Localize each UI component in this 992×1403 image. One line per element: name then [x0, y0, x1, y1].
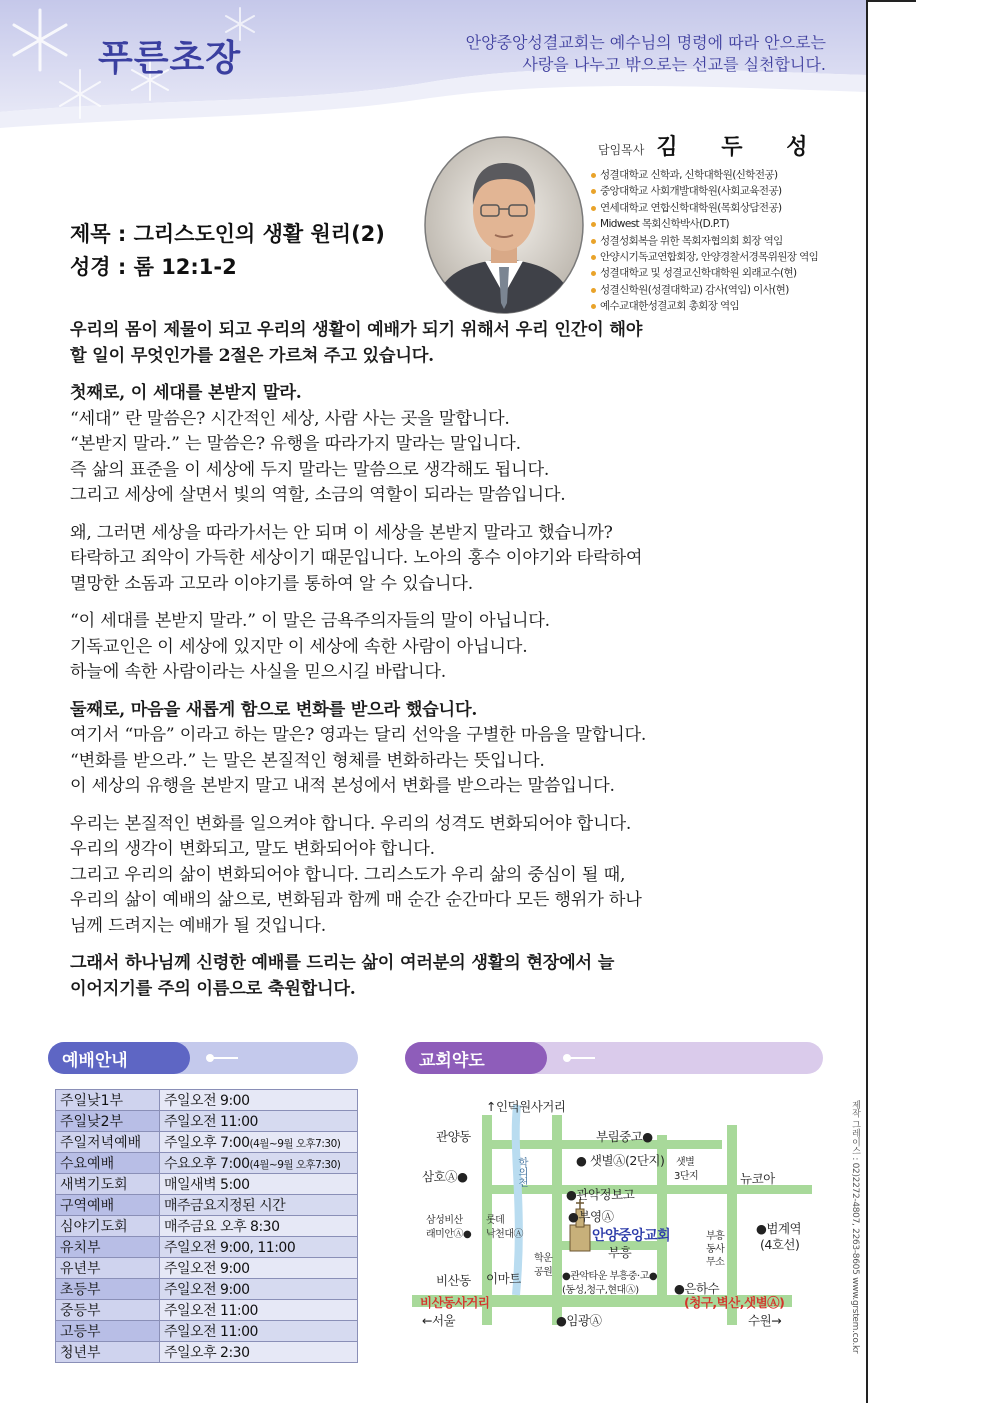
pastor-role: 담임목사 [598, 143, 645, 157]
time-text: 주일오후 7:00 [164, 1135, 250, 1151]
text-line: “세대” 란 말씀은? 시간적인 세상, 사람 사는 곳을 말합니다. [70, 408, 510, 429]
text-line: 여기서 “마음” 이라고 하는 말은? 영과는 달리 선악을 구별한 마음을 말합니다. [70, 725, 647, 745]
text-line: 이어지기를 주의 이름으로 축원합니다. [70, 978, 356, 999]
second-point-heading: 둘째로, 마음을 새롭게 함으로 변화를 받으라 했습니다. [70, 699, 478, 720]
career-item: 성결성회복을 위한 목회자협의회 회장 역임 [590, 233, 860, 249]
sermon-heading [70, 218, 385, 284]
time-text: 주일오전 9:00 [164, 1261, 250, 1277]
time-text: 주일오전 11:00 [164, 1324, 258, 1340]
service-name: 구역예배 [56, 1195, 160, 1216]
paragraph [70, 812, 800, 940]
map-label: ●범계역 [756, 1221, 802, 1236]
tab-line-icon [567, 1057, 595, 1059]
pastor-heading [598, 130, 860, 161]
table-row [56, 1237, 358, 1258]
church-map-tab [405, 1042, 823, 1074]
church-location-label: 안양중앙교회 [592, 1228, 671, 1244]
map-label: ●부영Ⓐ [568, 1209, 614, 1224]
text-line: 기독교인은 이 세상에 있지만 이 세상에 속한 사람이 아닙니다. [70, 636, 528, 657]
page-edge-top [866, 0, 916, 2]
map-label: 학운 [534, 1253, 553, 1264]
intro-paragraph [70, 318, 800, 369]
tab-line-icon [210, 1057, 238, 1059]
career-item: 성결신학원(성결대학교) 감사(역임) 이사(현) [590, 282, 860, 298]
map-label: 부흥 [608, 1245, 632, 1260]
text-line: 이 세상의 유행을 본받지 말고 내적 본성에서 변화를 받으라는 말씀입니다. [70, 776, 615, 796]
service-name: 유년부 [56, 1258, 160, 1279]
text-line: 우리의 몸이 제물이 되고 우리의 생활이 예배가 되기 위해서 우리 인간이 해야 [70, 320, 643, 340]
motto-line-2: 사랑을 나누고 밖으로는 선교를 실천합니다. [522, 55, 826, 74]
text-line: 멸망한 소돔과 고모라 이야기를 통하여 알 수 있습니다. [70, 573, 473, 594]
time-text: 수요오후 7:00 [164, 1156, 250, 1172]
map-label: (4호선) [760, 1237, 800, 1252]
table-row [56, 1132, 358, 1153]
service-time [160, 1300, 358, 1321]
paragraph [70, 521, 800, 598]
service-time [160, 1321, 358, 1342]
career-item: 예수교대한성결교회 총회장 역임 [590, 298, 860, 314]
map-label: 롯데 [486, 1215, 505, 1226]
bulletin-brand-title: 푸른초장 [98, 38, 242, 79]
career-item: 중앙대학교 사회개발대학원(사회교육전공) [590, 183, 860, 199]
map-label: 부흥 [706, 1231, 725, 1242]
worship-schedule-table [55, 1089, 358, 1363]
sermon-title: 제목 : 그리스도인의 생활 원리(2) [70, 222, 385, 246]
map-label: 삼성비산 [426, 1215, 463, 1226]
map-label: 동사 [706, 1244, 725, 1255]
service-name: 심야기도회 [56, 1216, 160, 1237]
time-note: (4월~9월 오후7:30) [249, 1159, 341, 1171]
table-row [56, 1153, 358, 1174]
second-point-paragraph [70, 698, 800, 800]
text-line: 타락하고 죄악이 가득한 세상이기 때문입니다. 노아의 홍수 이야기와 타락하여 [70, 548, 643, 568]
map-label: ● 샛별Ⓐ(2단지) [576, 1153, 665, 1168]
text-line: “변화를 받으라.” 는 말은 본질적인 형체를 변화하라는 뜻입니다. [70, 750, 545, 771]
map-label: 수원→ [748, 1313, 782, 1328]
service-time [160, 1237, 358, 1258]
text-line: 그리고 우리의 삶이 변화되어야 합니다. 그리스도가 우리 삶의 중심이 될 때, [70, 864, 626, 885]
map-label: ●관악정보고 [566, 1187, 635, 1202]
time-text: 주일오전 9:00 [164, 1282, 250, 1298]
pastor-name: 김 두 성 [656, 135, 826, 160]
service-time [160, 1258, 358, 1279]
text-line: 즉 삶의 표준을 이 세상에 두지 말라는 말씀으로 생각해도 됩니다. [70, 459, 550, 480]
text-line: 우리의 생각이 변화되고, 말도 변화되어야 합니다. [70, 839, 435, 859]
service-name: 수요예배 [56, 1153, 160, 1174]
map-label: (동성,청구,현대Ⓐ) [562, 1285, 639, 1296]
header-band [0, 0, 866, 130]
service-name: 청년부 [56, 1342, 160, 1363]
service-name: 초등부 [56, 1279, 160, 1300]
map-label: (청구,벽산,샛별Ⓐ) [684, 1295, 785, 1310]
map-label: ●관악타운 부흥중·고● [562, 1271, 658, 1282]
text-line: “이 세대를 본받지 말라.” 이 말은 금욕주의자들의 말이 아닙니다. [70, 611, 550, 631]
church-motto [466, 32, 826, 76]
time-note: (4월~9월 오후7:30) [249, 1138, 341, 1150]
map-label: 무소 [706, 1257, 725, 1268]
worship-guide-label: 예배안내 [48, 1042, 190, 1074]
map-label: 샛별 [676, 1157, 695, 1168]
service-time [160, 1111, 358, 1132]
worship-guide-tab [48, 1042, 358, 1074]
service-time [160, 1195, 358, 1216]
map-label: ←서울 [422, 1313, 456, 1328]
map-label: 삼호Ⓐ● [422, 1169, 468, 1184]
table-row [56, 1174, 358, 1195]
map-label: 부림중고● [596, 1129, 653, 1144]
motto-line-1: 안양중앙성결교회는 예수님의 명령에 따라 안으로는 [465, 33, 826, 52]
table-row [56, 1195, 358, 1216]
text-line: 그래서 하나님께 신령한 예배를 드리는 삶이 여러분의 생활의 현장에서 늘 [70, 953, 615, 973]
time-text: 매주금요지정된 시간 [164, 1198, 286, 1214]
career-item: Midwest 목회신학박사(D.P.T) [590, 216, 860, 232]
time-text: 주일오후 2:30 [164, 1345, 250, 1361]
pastor-portrait-photo [423, 135, 585, 315]
map-label: 비산동 [436, 1273, 471, 1288]
service-name: 주일낮2부 [56, 1111, 160, 1132]
service-time [160, 1216, 358, 1237]
text-line: 왜, 그러면 세상을 따라가서는 안 되며 이 세상을 본받지 말라고 했습니까? [70, 522, 613, 543]
table-row [56, 1300, 358, 1321]
time-text: 매일새벽 5:00 [164, 1177, 250, 1193]
service-time [160, 1279, 358, 1300]
first-point-paragraph [70, 381, 800, 509]
text-line: 하늘에 속한 사람이라는 사실을 믿으시길 바랍니다. [70, 662, 447, 682]
text-line: 우리의 삶이 예배의 삶으로, 변화됨과 함께 매 순간 순간마다 모든 행위가 하나 [70, 890, 642, 910]
service-time [160, 1153, 358, 1174]
sermon-scripture: 성경 : 롬 12:1-2 [70, 255, 237, 279]
service-time [160, 1174, 358, 1195]
church-location-map [412, 1095, 852, 1345]
time-text: 주일오전 9:00 [164, 1093, 250, 1109]
time-text: 주일오전 11:00 [164, 1303, 258, 1319]
table-row [56, 1279, 358, 1300]
service-name: 새벽기도회 [56, 1174, 160, 1195]
map-label: 관양동 [436, 1129, 471, 1144]
map-label: ●은하수 [674, 1281, 720, 1296]
career-item: 안양시기독교연합회장, 안양경찰서경목위원장 역임 [590, 249, 860, 265]
text-line: 님께 드려지는 예배가 될 것입니다. [70, 915, 326, 936]
service-name: 고등부 [56, 1321, 160, 1342]
map-label: 이마트 [486, 1271, 521, 1286]
printer-credit: 제작 그레이스 : 02)2272-4807, 2263-8605 www.grstem.co.kr [850, 1100, 860, 1354]
map-label: 공원 [534, 1267, 553, 1278]
paragraph [70, 609, 800, 686]
service-name: 주일저녁예배 [56, 1132, 160, 1153]
pastor-profile [590, 130, 860, 315]
table-row [56, 1216, 358, 1237]
service-name: 중등부 [56, 1300, 160, 1321]
text-line: 그리고 세상에 살면서 빛의 역할, 소금의 역할이 되라는 말씀입니다. [70, 485, 566, 505]
map-label: 3단지 [674, 1171, 699, 1182]
map-label: 뉴코아 [740, 1171, 775, 1186]
time-text: 주일오전 9:00, 11:00 [164, 1240, 296, 1256]
service-time [160, 1090, 358, 1111]
text-line: 할 일이 무엇인가를 2절은 가르쳐 주고 있습니다. [70, 345, 434, 366]
table-row [56, 1342, 358, 1363]
time-text: 주일오전 11:00 [164, 1114, 258, 1130]
table-row [56, 1111, 358, 1132]
time-text: 매주금요 오후 8:30 [164, 1219, 280, 1235]
service-name: 유치부 [56, 1237, 160, 1258]
closing-paragraph [70, 951, 800, 1002]
map-label: 학의천 [517, 1157, 529, 1187]
map-label: 비산동사거리 [420, 1295, 490, 1310]
page-edge-right [866, 0, 868, 1403]
map-label: 래미안Ⓐ● [426, 1229, 472, 1240]
career-item: 성결대학교 및 성결교신학대학원 외래교수(현) [590, 265, 860, 281]
table-row [56, 1090, 358, 1111]
map-label: ↑인덕원사거리 [486, 1099, 566, 1114]
pastor-career-list [590, 167, 860, 315]
text-line: “본받지 말라.” 는 말씀은? 유행을 따라가지 말라는 말입니다. [70, 434, 521, 454]
first-point-heading: 첫째로, 이 세대를 본받지 말라. [70, 383, 302, 403]
map-label: ●임광Ⓐ [556, 1313, 602, 1328]
text-line: 우리는 본질적인 변화를 일으켜야 합니다. 우리의 성격도 변화되어야 합니다. [70, 813, 632, 834]
service-time [160, 1342, 358, 1363]
sermon-body [70, 318, 800, 1014]
service-name: 주일낮1부 [56, 1090, 160, 1111]
career-item: 성결대학교 신학과, 신학대학원(신학전공) [590, 167, 860, 183]
table-row [56, 1321, 358, 1342]
career-item: 연세대학교 연합신학대학원(목회상담전공) [590, 200, 860, 216]
map-label: 낙천대Ⓐ [486, 1229, 523, 1240]
table-row [56, 1258, 358, 1279]
church-map-label: 교회약도 [405, 1042, 547, 1074]
service-time [160, 1132, 358, 1153]
